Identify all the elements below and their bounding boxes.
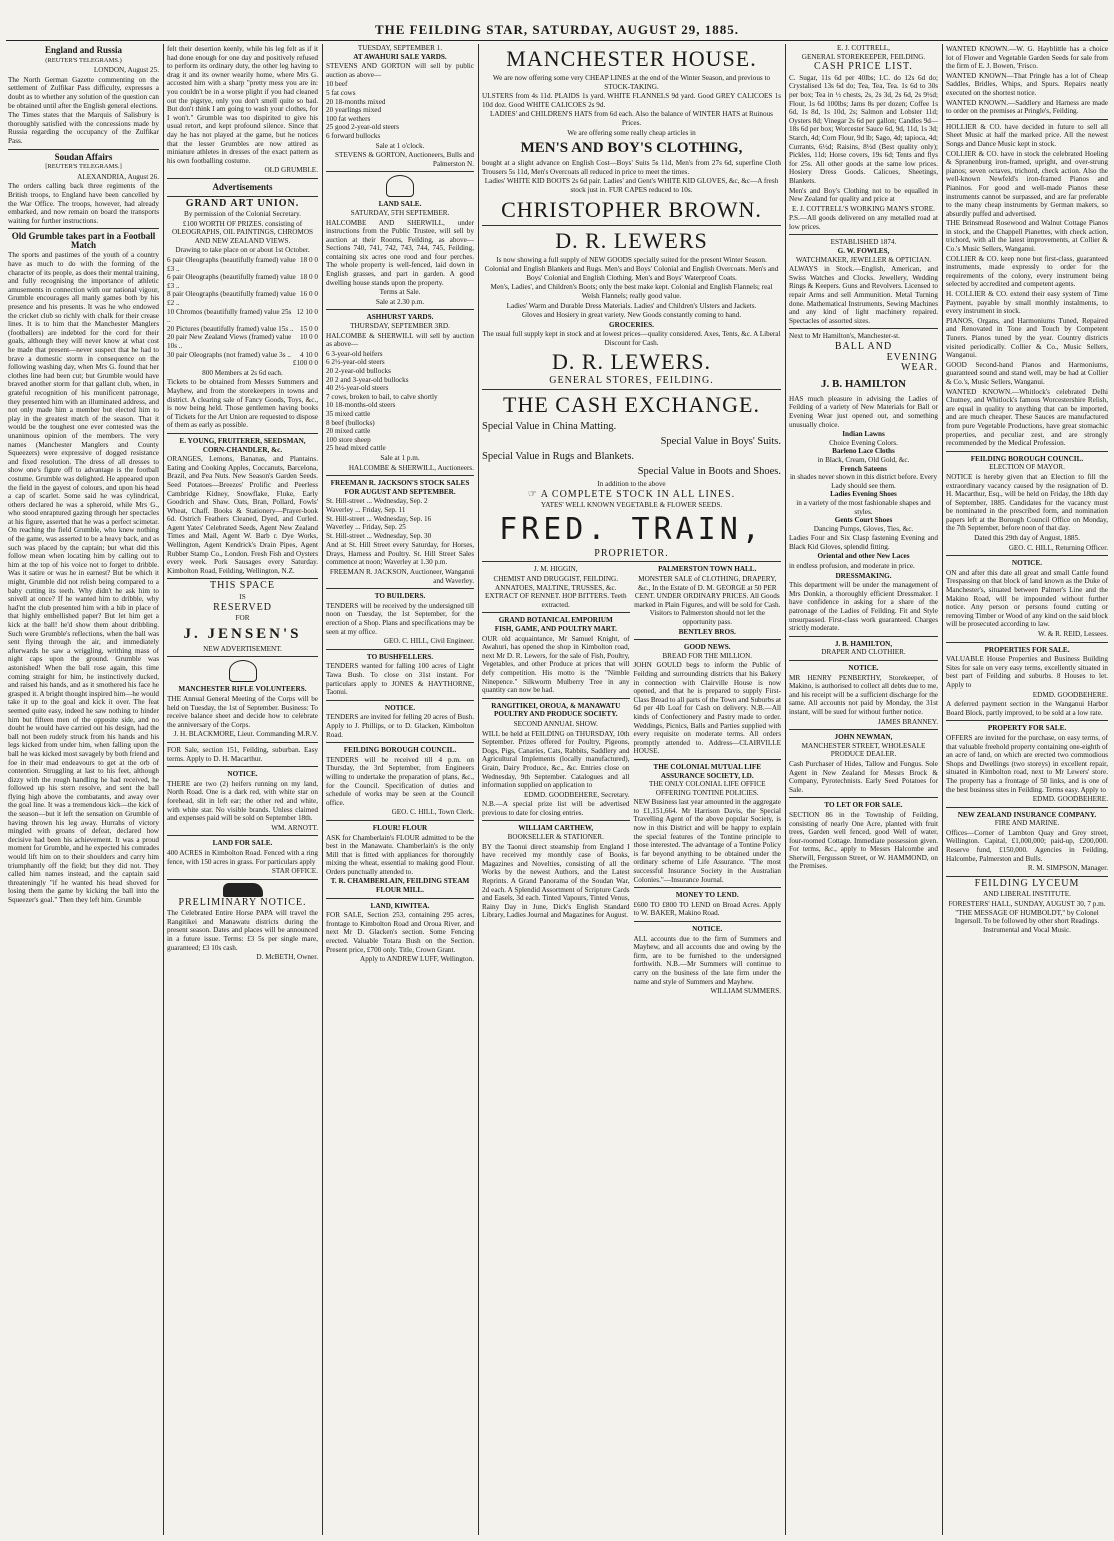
prize-desc: 30 pair Oleographs (not framed) value 3s .. <box>167 350 291 359</box>
ad-title: J. M. HIGGIN, <box>533 565 578 574</box>
ad-title: J. B. HAMILTON, <box>834 639 893 648</box>
prize-desc: 20 Pictures (beautifully framed) value 15s .. <box>167 324 294 333</box>
column-rule <box>942 44 943 1535</box>
ad-subtitle: PROPRIETOR. <box>594 547 669 559</box>
signature: D. McBETH, Owner. <box>256 953 318 962</box>
stock-item: 20 mixed cattle <box>326 427 371 436</box>
ad-text: Dated this 29th day of August, 1885. <box>974 534 1080 543</box>
stock-item: 7 cows, broken to bail, to calve shortly <box>326 392 438 401</box>
column-rule <box>478 44 479 1535</box>
article-paragraph: The sports and pastimes of the youth of a country have as much to do with the forming of the character of its people, as does their mental training, and fully recognising the importance of athletic amusements in connection with our national vigour, Grumble encourages all manly games both by his presence and his presents. It was he who endowed the cricket club so richly with chalk for their crease lines. It is to him that the Manchester Manglers (footballers) are indebted for the cord for their goals, although they will never know at what cost he made that present—never suspect that he had to brave a domestic storm in consequence on the following washing day, when Mrs G. found that her clothes line had been cut; but Grumble would have braved another storm for that gallant club, when, in grateful recognition of his munificent patronage, they presented him with an illuminated address, and not only made him a member but elected him to play in the greatest match of the season. That it would be the toughest one ever contested was the unanimous opinion of the members. The very names (Manchester Manglers and County Squeezers) were expressive of dogged resistance and fixed resolution. The dress of all dresses to show one's figure off to advantage is the football costume. Grumble was delighted. He appeared upon the field in the gayest of colours, and upon his head a cap of scarlet. Some said he was cylindrical, others declared he was a spheroid, while Mrs G., who stood enraptured gazing through her spectacles at his figure, asserted that he was a perfect scimetar. On reaching the field Grumble, who knew nothing of the game, was asserted to be a heavy back, and as such was placed by the captain; but what did this follow mean when locating him by calling out to him at the top of his voice not to forget to dribble. Was it satire or was he in earnest? But be which it might, Grumble did not relish being compared to a baby cutting its teeth. Why didn't he ask him to snivell at once? If he wanted him to dribble, why had'nt the club presented him with a bib in place of that highly embellished paper? But let him get a kick at the ball! he'd show them about dribbling. Such were Grumble's reflections, when the ball was sent flying through the air, and immediately afterwards he saw a wriggling, writhing mass of night caps upon the ground. Grumble was astonished! When the ball rose again, this time coming straight for him, he instinctively ducked, and raised his hands, and as it smothered his face he grasped it. A bright thought inspired him—he would take it up to the goal and kick it over. The feat seemed quite easy, indeed he saw nothing to hinder him but fifteen men of the opposite side, and no doubt he would have carried out his design, had the ball not been rudely struck from his hands and his legs kicked from under him, when falling upon the ball he was kicked most savagely by both friend and foe in their mad endeavours to get at the orb of contention. Struggling at last to his feet, although dizzy with the rough handling he had received, he followed up his stern resolve, and sent the ball flying high above the combatants, and away over the goal line. It was a tremendous kick—the kick of the season—but it left the sensation on Grumble of having thrown his leg away. Hurrahs of victory mingled with groans of defeat, declared how decisive had been his achievement. It was a proud moment for Grumble, and he expected his comrades would lift him on to their shoulders and carry him triumphantly off the field; but they did not. They called him names instead, and the captain said threateningly "if he wanted his head shoved for losing them the game by kicking the ball into the Squeezer's goal." Then they left him. Grumble <box>8 251 159 904</box>
ad-line: Special Value in Rugs and Blankets. <box>482 451 635 463</box>
ad-text: Tickets to be obtained from Messrs Summers and Mayhew, and from the storekeepers in towns and district. A clearing sale of Fancy Goods, Toys, &c., is now being held. Those gentlemen having books of Tickets for the Art Union are requested to dispose of them as early as possible. <box>167 378 318 430</box>
ad-text: And at St. Hill Street every Saturday, for Horses, Drays, Harness and Poultry. St. Hill Street Sales commence at noon; Waverley at 1.30 p.m. <box>326 541 474 567</box>
product-desc: in Black, Cream, Old Gold, &c. <box>817 455 910 464</box>
prize-row <box>167 351 318 360</box>
ad-title-fred-train: FRED. TRAIN, <box>499 511 764 547</box>
ad-heading: MEN'S AND BOY'S CLOTHING, <box>520 140 743 157</box>
ad-title: NOTICE. <box>1011 559 1043 568</box>
prize-value: 12 10 0 <box>296 307 318 316</box>
ad-title: NEW ZEALAND INSURANCE COMPANY. <box>957 810 1097 819</box>
ad-text: THE Brinsmead Rosewood and Walnut Cottage Pianos in stock, and the Chappell Pianettes, with check action, trichord, with all the latest improvements, at Collier & Co.'s Music Sellers, Wanganui. <box>946 219 1108 254</box>
reserved-line: IS <box>239 593 246 602</box>
ad-title: J. JENSEN'S <box>183 625 302 642</box>
ad-line: ☞ A COMPLETE STOCK IN ALL LINES. <box>527 488 736 500</box>
ad-title: PROPERTIES FOR SALE. <box>984 645 1070 654</box>
horse-icon <box>223 883 263 897</box>
signature: OLD GRUMBLE. <box>264 166 318 175</box>
product-name: Ladies Evening Shoes <box>830 490 897 499</box>
product-desc: Choice Evening Colors. <box>829 438 898 447</box>
signature: R. M. SIMPSON, Manager. <box>1027 864 1108 873</box>
stock-item: 5 fat cows <box>326 88 356 97</box>
ad-title: FLOUR! FLOUR <box>372 823 428 832</box>
ad-title: TO BUILDERS. <box>374 592 426 601</box>
sale-date-item: Waverley ... Friday, Sep. 11 <box>326 505 406 514</box>
divider <box>8 228 159 229</box>
prize-row <box>167 273 318 290</box>
stock-list <box>326 80 474 140</box>
ad-text: CHEMIST AND DRUGGIST, FEILDING. ANNATOES, MALTINE, TRUSSES, &c. EXTRACT OF RENNET. HOP BITTERS. Teeth extracted. <box>484 575 627 609</box>
ad-heading: GROCERIES. <box>609 320 654 329</box>
ad-text: STEVENS AND GORTON will sell by public auction as above— <box>326 62 474 79</box>
ad-text: Ladies' Warm and Durable Dress Materials. Ladies' and Children's Ulsters and Jackets. <box>506 301 757 310</box>
ad-text: TENDERS will be received by the undersigned till noon on Tuesday, the 1st September, for the erection of a Shop. Plans and specifications may be seen at my office. <box>326 601 474 636</box>
ad-text: Sale at 1 p.m. <box>380 453 420 462</box>
product-name: Barleno Lace Cloths <box>832 447 895 456</box>
ad-title: NOTICE. <box>227 770 258 779</box>
ad-title: TO BUSHFELLERS. <box>366 652 434 661</box>
column-rule <box>322 44 323 1535</box>
prize-desc: 20 pair New Zealand Views (framed) value 10s .. <box>167 333 292 350</box>
ad-text: Offices—Corner of Lambton Quay and Grey street, Wellington. Capital, £1,000,000; paid-up, £200,000. Reserve fund, £150,000. Agencies in Feilding, Halcombe, Palmerston and Bulls. <box>946 828 1108 863</box>
ad-text: in endless profusion, and moderate in price. <box>789 562 915 571</box>
sale-date-item: Waverley ... Friday, Sep. 25 <box>326 523 406 532</box>
ad-title: LAND SALE. <box>378 200 422 209</box>
ad-title: ASHHURST YARDS. <box>366 313 434 322</box>
stock-item: 20 2-year-old bullocks <box>326 367 391 375</box>
ad-title: JOHN NEWMAN, <box>834 733 893 742</box>
ad-text: £100 WORTH OF PRIZES. consisting of OLEOGRAPHS, OIL PAINTINGS, CHROMOS AND NEW ZEALAND VIEWS. <box>171 219 314 245</box>
telegram-source: [REUTER'S TELEGRAMS.] <box>45 163 122 171</box>
ad-text: GOOD Second-hand Pianos and Harmoniums, guaranteed sound and stand well, may be had at Collier & Co.'s, Music Sellers, Wanganui. <box>946 360 1108 386</box>
ad-title-cash-exchange: THE CASH EXCHANGE. <box>503 392 760 418</box>
ad-text: ORANGES, Lemons, Bananas, and Plantains. Eating and Cooking Apples, Coccanuts, Barcelona, Brazil, and Pea Nuts. New Season's Garden Seeds. Seed Potatoes—Breezes' Prolific and Peerless Cambridge Kidney, Snowflake, Fluke, Early Goodrich and Shaw. Oats, Bran, Pollard, Fowls' Wheat, Chaff. Books & Stationery—Prayer-book 6d. Ostrich Feathers Cleaned, Dyed, and Curled. Agent Yates' Celebrated Seeds, Agent New Zealand Times and Mail, Agent W. Barb r. Dye Works, Wellington, Agent Kendrick's Drain Pipes, Agent Rubber Stamp Co., London. Fresh Fish and Oysters every week. Pork Sausages every Saturday. Kimbolton Road, Feilding, Wellington, N.Z. <box>167 455 318 575</box>
ad-title: WILLIAM CARTHEW, <box>518 824 594 833</box>
stock-item: 8 beef (bullocks) <box>326 418 375 427</box>
sale-date-item: St. Hill-street ... Wednesday, Sep. 30 <box>326 531 432 540</box>
ad-subtitle: SECOND ANNUAL SHOW. <box>513 719 598 728</box>
ad-title: LAND FOR SALE. <box>212 839 273 848</box>
ad-subtitle: WATCHMAKER, JEWELLER & OPTICIAN. <box>795 255 932 264</box>
product-name: Gents Court Shoes <box>834 516 893 525</box>
signature: STAR OFFICE. <box>271 867 318 876</box>
ad-text: TENDERS wanted for falling 100 acres of Light Tawa Bush. To close on 31st instant. For particulars apply to JONES & HAYTHORNE, Taonui. <box>326 662 474 697</box>
ad-title: FISH, GAME, AND POULTRY MART. <box>494 625 617 633</box>
ad-text: NEW Business last year amounted in the aggregate to £1,151,664. Mr Harrison Davis, the Special Travelling Agent of the above popular Society, is now in this District and will be happy to explain the special features of the Tontine principle to those interested. The advantage of a Tontine Policy is far beyond anything to be obtained under the ordinary scheme of Life Assurance. "The most successful Insurance Society in the Australian Colonies."—Insurance Journal. <box>633 798 781 884</box>
ad-text: This department will be under the management of Mrs Donkin, a thoroughly efficient Dressmaker. I have confidence in asking for a share of the patronage of the Ladies of Feilding. Fit and Style unsurpassed. First-class work guaranteed. Charges strictly moderate. <box>789 581 938 633</box>
ad-title: PRELIMINARY NOTICE. <box>178 896 307 908</box>
ad-text: 800 Members at 2s 6d each. <box>202 368 283 377</box>
ad-text: Ladies Four and Six Clasp fastening Evening and Black Kid Gloves, splendid fitting. <box>789 534 938 551</box>
ad-text: OFFERS are invited for the purchase, on easy terms, of that valuable freehold property containing one-eighth of an acre of land, on which are erected two commodious Shops and Dwellings (two storeys) in excellent repair, situated in Kimbolton road, next to Mr Lewers' store. The property has a frontage of 50 links, and is one of the best business sites in Feilding. Terms easy. Apply to <box>946 733 1108 794</box>
ad-text: NEW ADVERTISEMENT. <box>203 644 282 653</box>
ad-text: PIANOS, Organs, and Harmoniums Tuned, Repaired and Renovated in Tone and Touch by Competent Tuners. Pianos tuned by the year. Country districts visited periodically. Collier & Co., Music Sellers, Wanganui. <box>946 316 1108 360</box>
ad-text: We are now offering some very CHEAP LINES at the end of the Winter Season, and previous to STOCK-TAKING. <box>492 74 771 91</box>
ad-subtitle: GENERAL STORES, FEILDING. <box>549 375 714 387</box>
article-paragraph: The Times states that the Marquis of Salisbury is thoroughly satisfied with the concessions made by Russia regarding the occupancy of the Zulfikar Pass. <box>8 111 159 145</box>
prize-desc: 6 pair Oleographs (beautifully framed) value £3 .. <box>167 256 296 273</box>
prize-value: 4 10 0 <box>300 350 318 359</box>
signature: HALCOMBE & SHERWILL, Auctioneers. <box>348 463 474 472</box>
crest-icon <box>229 660 257 682</box>
reserved-line: RESERVED <box>213 601 272 613</box>
ad-text: 400 ACRES in Kimbolton Road. Fenced with a ring fence, with 150 acres in grass. For particulars apply <box>167 848 318 866</box>
ad-text: Men's, Ladies', and Children's Boots; only the best make kept. Colonial and English Flannels; real Welsh Flannels; really good value. <box>490 283 773 300</box>
stock-item: 35 mixed cattle <box>326 409 371 418</box>
column-ads-4 <box>946 44 1108 1535</box>
ad-text: Colonial and English Blankets and Rugs. Men's and Boys' Colonial and English Overcoats. Men's and Boys' Colonial and English Clothing. Men's and Boys' Waterproof Coats. <box>484 265 779 282</box>
stock-item: 10 18-months-old steers <box>326 401 396 410</box>
ad-text: A deferred payment section in the Wanganui Harbor Board Block, partly improved, to be sold at a low rate. <box>946 700 1108 717</box>
masthead: THE FEILDING STAR, SATURDAY, AUGUST 29, 1885. <box>374 22 740 37</box>
ad-text: JOHN GOULD begs to inform the Public of Feilding and surrounding districts that his Bakery in connection with Clairville House is now opened, and that he is prepared to supply First-Class Bread to all parts of the Town and Suburbs at 6d per 4lb Loaf for Cash on delivery. N.B.—All kinds of Confectionery and Pastry made to order. Weddings, Picnics, Balls and Parties supplied with every requisite on moderate terms. All orders promptly attended to. Address—CLAIRVILLE HOUSE. <box>633 661 781 756</box>
ad-text: Next to Mr Hamilton's, Manchester-st. <box>789 332 900 341</box>
ad-title: MANCHESTER RIFLE VOLUNTEERS. <box>178 685 307 694</box>
signature: Apply to ANDREW LUFF, Wellington. <box>360 955 474 964</box>
signature: EDMD. GOODBEHERE, Secretary. <box>523 790 630 799</box>
ad-text: HALCOMBE AND SHERWILL, under instructions from the Public Trustee, will sell by auction at their Rooms, Feilding, as above— Sections 740, 741, 742, 743, 744, 745, Feilding, containing six acres one rood and four perches. The whole property is well-fenced, laid down in English grasses, and part in garden. A good dwelling house stands upon the property. <box>326 218 474 287</box>
ad-text: WANTED KNOWN—That Pringle has a lot of Cheap Saddles, Bridles, Whips, and Spurs. Repairs neatly executed on the shortest notice. <box>946 71 1108 97</box>
ad-subtitle: BOOKSELLER & STATIONER. <box>507 833 604 842</box>
dateline: LONDON, August 25. <box>93 66 159 75</box>
prize-row <box>167 256 318 273</box>
ad-text: Ladies' WHITE KID BOOTS 2s 6d pair. Ladies' and Gent's WHITE KID GLOVES, &c, &c—A fresh stock just in. FUR CAPES reduced to 10s. <box>484 177 779 194</box>
ad-text: ULSTERS from 4s 11d. PLAIDS 1s yard. WHITE FLANNELS 9d yard. Good GREY CALICOES 1s 10d doz. Good WHITE CALICOES 2s 9d. <box>482 92 781 109</box>
dateline: ALEXANDRIA, August 26. <box>77 172 159 181</box>
ad-title: NOTICE. <box>692 925 723 933</box>
signature: JAMES BRANNEY. <box>877 717 938 726</box>
ad-text: Cash Purchaser of Hides, Tallow and Fungus. Sole Agent in New Zealand for Messrs Brock & Company, Pyrotechnists. Early Seed Potatoes for Sale. <box>789 759 938 794</box>
ad-title: FEILDING BOROUGH COUNCIL. <box>970 454 1084 463</box>
ad-subtitle: DRAPER AND CLOTHIER. <box>821 648 906 657</box>
prize-row <box>167 308 318 325</box>
stock-item: 100 store sheep <box>326 435 371 444</box>
ad-title: NOTICE. <box>848 664 879 672</box>
signature: GEO. C. HILL, Civil Engineer. <box>383 637 474 646</box>
product-desc: in shades never shown in this district before. Every Lady should see them. <box>789 473 938 490</box>
stock-item: 6 forward bullocks <box>326 131 381 140</box>
ad-text: FOR SALE, Section 253, containing 295 acres, frontage to Kimbolton Road and Oroua River, and next Mr D. Glacken's section. Some Fencing erected. Valuable Totara Bush on the Section. Present price, £700 only. Title, Crown Grant. <box>326 911 474 954</box>
signature: BENTLEY BROS. <box>678 627 736 636</box>
ad-text: N.B.—A special prize list will be advertised previous to date for closing entries. <box>482 800 630 817</box>
ad-text: NOTICE is hereby given that an Election to fill the extraordinary vacancy caused by the resignation of D. H. Macarthur, Esq., will be held on Friday, the 18th day of September, 1885. Candidates for the vacancy must be nominated in the prescribed form, and nomination papers left at the Borough Council Office on Monday, the 7th September, before noon of that day. <box>946 472 1108 533</box>
stock-item: 25 good 2-year-old steers <box>326 123 400 132</box>
prize-row <box>167 290 318 307</box>
signature: W. & R. REID, Lessees. <box>1037 630 1108 638</box>
ad-subtitle: THE ONLY COLONIAL LIFE OFFICE OFFERING TONTINE POLICIES. <box>648 780 766 797</box>
ad-text: Sale at 1 o'clock. <box>375 141 425 150</box>
ad-title: GRAND ART UNION. <box>185 197 300 209</box>
ad-text: WANTED KNOWN.—Whitlock's celebrated Delhi Chutney, and Whitlock's famous Worcestershire Relish, are equal in quality to anything that can be imported, and are much cheaper. These Sauces are manufactured from pure Vegetable Productions, have great stomachic properties, and peculiar zest, and are strongly recommended by the Medical Profession. <box>946 387 1108 448</box>
ad-subtitle: BREAD FOR THE MILLION. <box>662 651 753 660</box>
ad-title: AT AWAHURI SALE YARDS. <box>353 52 447 61</box>
ad-heading: BALL AND <box>834 341 893 352</box>
headline-soudan: Soudan Affairs <box>54 151 113 162</box>
ad-text: COLLIER & CO. keep none but first-class, guaranteed instruments, made expressly to order for the requirements of the colony, every instrument being selected by accredited and competent agents. <box>946 254 1108 289</box>
ad-title-lewers: D. R. LEWERS <box>555 227 708 253</box>
ad-text: HAS much pleasure in advising the Ladies of Feilding of a variety of New Materials for Ball or Evening Wear just opened out, and something unusually choice. <box>789 394 938 429</box>
prize-value: 18 0 0 <box>300 256 318 265</box>
signature: J. H. BLACKMORE, Lieut. Commanding M.R.V. <box>173 730 318 739</box>
masthead-rule <box>6 40 1108 41</box>
ad-text: FOR Sale, section 151, Feilding, suburban. Easy terms. Apply to D. H. Macarthur. <box>167 745 318 763</box>
ad-date: TUESDAY, SEPTEMBER 1. <box>357 44 443 52</box>
stock-item: 20 yearlings mixed <box>326 106 382 115</box>
ad-text: ON and after this date all great and small Cattle found Trespassing on that block of land known as the Duke of Manchester's, situated between Palmer's Line and the Makino Road, will be impounded without further notice. Any person or persons found cutting or removing Timber or Wood of any kind on the said block will be prosecuted according to law. <box>946 568 1108 629</box>
ad-subtitle: AND LIBERAL INSTITUTE. <box>983 890 1071 899</box>
column-display-ads <box>482 44 781 1535</box>
ad-text: The Celebrated Entire Horse PAPA will travel the Rangitikei and Manawatu districts during the present season. Dates and places will be announced in a future issue. Terms: £3 5s per single mare, guaranteed; £3 10s cash. <box>167 909 318 952</box>
ad-title: MONEY TO LEND. <box>675 891 739 900</box>
divider <box>8 149 159 150</box>
article-paragraph: felt their desertion keenly, while his leg felt as if it had done enough for one day and positively refused to perform its ordinary duty, the other leg having to drag it and its owner wearily home, where Mrs G. accosted him with a sharp "pretty mess you are in: you couldn't be in a worse plight if you had cleaned out the pigstye, only you don't smell quite so bad. But don't think I am going to wash your clothes, for I won't." Grumble was too dispirited to give his usual retort, and kept profound silence. Since that day he has not played at the game, but he notices that the lesser Grumbles are now attired as miniature athletes in dresses of the exact pattern as his own footballing costume. <box>167 45 318 165</box>
ad-subtitle: GENERAL STOREKEEPER, FEILDING. <box>801 52 926 61</box>
ad-text: MR HENRY PENBERTHY, Storekeeper, of Makino, is authorised to collect all debts due to me, and his receipt will be a sufficient discharge for the same. All accounts not paid by Monday, the 31st instant, will be sued for without further notice. <box>789 673 938 716</box>
signature: STEVENS & GORTON, Auctioneers, Bulls and Palmerston N. <box>335 151 474 168</box>
ad-title: THE COLONIAL MUTUAL LIFE ASSURANCE SOCIETY, LD. <box>653 762 762 780</box>
ad-text: OUR old acquaintance, Mr Samuel Knight, of Awahuri, has opened the shop in Kimbolton road, next Mr D. R. Lewers, for the sale of Fish, Poultry, Vegetables, and other Produce at prices that will defy competition. His motto is the "Nimble Ninepence." Silkworm Mulberry Tree in any quantity can now be had. <box>482 634 630 695</box>
ad-title: NOTICE. <box>384 703 416 712</box>
ad-text: P.S.—All goods delivered on any metalled road at low prices. <box>789 214 938 231</box>
stock-item: 20 18-months mixed <box>326 97 386 106</box>
stock-item: 10 beef <box>326 80 348 89</box>
ad-date: SATURDAY, 5TH SEPTEMBER. <box>350 208 450 217</box>
ad-text: H. COLLIER & CO. extend their easy system of Time Payment, payable by small monthly instalments, to every instrument in stock. <box>946 290 1108 316</box>
ad-text: SECTION 86 in the Township of Feilding, consisting of nearly One Acre, planted with fruit trees, Garden well fenced, good Well of water, four-roomed Cottage. Immediate possession given. For terms, &c., apply to Messrs Halcombe and Sherwill, Fergusson Street, or W. HAMMOND, on the Premises. <box>789 810 938 871</box>
ad-title: E. J. COTTRELL, <box>837 44 890 52</box>
ad-text: VALUABLE House Properties and Business Building Sites for sale on very easy terms, excellently situated in best part of Feilding and suburbs. 8 Houses to let. Apply to <box>946 655 1108 689</box>
column-ads-1 <box>167 44 318 1535</box>
ad-text: FORESTERS' HALL, SUNDAY, AUGUST 30, 7 p.m. "THE MESSAGE OF HUMBOLDT," by Colonel Ingersoll. To be followed by other short Readings. Instrumental and Vocal Music. <box>948 900 1106 934</box>
ad-line: Special Value in China Matting. <box>482 421 617 433</box>
ad-subtitle: MANCHESTER STREET, WHOLESALE PRODUCE DEALER. <box>801 741 926 759</box>
ad-text: Gloves and Hosiery in great variety. New Goods constantly coming to hand. <box>521 311 742 320</box>
stock-list <box>326 350 474 453</box>
ad-title: PROPERTY FOR SALE. <box>987 724 1067 733</box>
signature: FREEMAN R. JACKSON, Auctioneer, Wanganui and Waverley. <box>329 568 474 585</box>
sale-dates-list <box>326 497 474 540</box>
stock-item: 40 2½-year-old steers <box>326 384 389 393</box>
sale-date-item: St. Hill-street ... Wednesday, Sep. 16 <box>326 514 432 523</box>
ad-title: FREEMAN R. JACKSON'S STOCK SALES FOR AUGUST AND SEPTEMBER. <box>330 479 470 496</box>
ad-text: HOLLIER & CO. have decided in future to sell all Sheet Music at half the marked price. All the newest Songs and Dance Music kept in stock. <box>946 122 1108 148</box>
ad-title: FEILDING BOROUGH COUNCIL. <box>343 746 457 755</box>
prize-value: 16 0 0 <box>300 290 318 299</box>
column-ads-3 <box>789 44 938 1535</box>
telegram-source: (REUTER'S TELEGRAMS.) <box>45 56 122 64</box>
ad-title: TO LET OR FOR SALE. <box>824 801 903 810</box>
prize-value: 18 0 0 <box>300 273 318 282</box>
ad-text: Drawing to take place on or about 1st October. <box>175 246 310 255</box>
ad-title: CASH PRICE LIST. <box>814 61 913 73</box>
ad-title: GRAND BOTANICAL EMPORIUM <box>498 616 613 625</box>
prize-desc: 6 pair Oleographs (beautifully framed) value £3 .. <box>167 273 296 290</box>
signature: GEO. C. HILL, Town Clerk. <box>391 808 474 817</box>
reserved-line: FOR <box>235 614 250 623</box>
prize-row <box>167 333 318 350</box>
ad-title-manchester-house: MANCHESTER HOUSE. <box>506 46 757 71</box>
stock-item: 6 3-year-old heifers <box>326 349 383 358</box>
signature: EDMD. GOODBEHERE. <box>1032 690 1108 699</box>
ad-text: ALL accounts due to the firm of Summers and Mayhew, and all accounts due and owing by the firm, are to be furnished to the undersigned forthwith. N.B.—Mr Summers will continue to carry on the business of the late firm under the name and style of Summers and Mayhew. <box>633 934 781 986</box>
ad-text: THERE are two (2) heifers running on my land, North Road. One is a dark red, with white star on forehead, slit in left ear; the other red and white, with white star. No visible brands. Unless claimed and expenses paid will be sold on September 18th. <box>167 779 318 823</box>
signature: WM. ARNOTT. <box>271 823 318 832</box>
prize-list <box>167 256 318 359</box>
ad-text: ALWAYS in Stock.—English, American, and Swiss Watches and Clocks. Jewellery, Wedding Rings & Keepers. Guns and Revolvers. Licensed to repair Arms and sell Ammunition. Metal Turning done. Mathematical Instruments, Sewing Machines and any kind of light machinery repaired. Spectacles of assorted sizes. <box>789 265 938 325</box>
ad-text: Terms at Sale. <box>379 288 421 297</box>
ad-text: THE Annual General Meeting of the Corps will be held on Tuesday, the 1st of September. Business: To receive balance sheet and decide how to celebrate the anniversary of the Corps. <box>167 695 318 729</box>
ad-subtitle: ESTABLISHED 1874. <box>830 238 897 247</box>
ad-title: FEILDING LYCEUM <box>974 877 1080 889</box>
product-list <box>789 430 938 533</box>
stock-item: 25 head mixed cattle <box>326 444 386 453</box>
signature: WILLIAM SUMMERS. <box>710 987 781 996</box>
ad-title: J. B. HAMILTON <box>821 377 906 390</box>
ad-text: MONSTER SALE of CLOTHING, DRAPERY, &c., In the Estate of D. M. GEORGE at 50 PER CENT. UNDER ORDINARY PRICES. All Goods marked in Plain Figures, and will be sold for Cash. Visitors to Palmerston should not let the opportunity pass. <box>634 575 781 626</box>
ad-heading: EVENING <box>886 351 938 363</box>
ad-text: WANTED KNOWN.—W. G. Hayblittle has a choice lot of Flower and Vegetable Garden Seeds for sale from the firm of E. J. Bowen, 'Frisco. <box>946 45 1108 71</box>
ad-text: TENDERS are invited for felling 20 acres of Bush. Apply to J. Phillips, or to D. Glacken, Kimbolton Road. <box>326 713 474 739</box>
ad-text: YATES' WELL KNOWN VEGETABLE & FLOWER SEEDS. <box>540 501 723 510</box>
ad-subtitle: FIRE AND MARINE. <box>994 819 1060 828</box>
stock-item: 20 2 and 3-year-old bullocks <box>326 375 409 384</box>
pointing-hand-icon: ☞ <box>527 488 541 500</box>
ad-text: ASK for Chamberlain's FLOUR admitted to be the best in the Manawatu. Chamberlain's is the only Mill that is fitted with appliances for thoroughly mixing the wheat, essential to making good Flour. Orders punctually attended to. <box>326 833 474 876</box>
prize-value: 15 0 0 <box>300 324 318 333</box>
ad-line: Special Value in Boots and Shoes. <box>637 466 781 478</box>
ad-text: By permission of the Colonial Secretary. <box>184 210 301 219</box>
ad-text: bought at a slight advance on English Cost—Boys' Suits 5s 11d, Men's from 27s 6d, superfine Cloth Trousers 5s 11d, Men's Overcoats all reduced in price to meet the times. <box>482 159 781 176</box>
ad-title: RANGITIKEI, OROUA, & MANAWATU POULTRY AND PRODUCE SOCIETY. <box>491 701 621 719</box>
ad-heading: DRESSMAKING. <box>835 571 892 580</box>
stock-item: 100 fat wethers <box>326 114 371 123</box>
article-paragraph: The North German Gazette commenting on the settlement of Zulfikar Pass difficulty, expresses a doubt as to whether any solution of the question can be obtained until after the English general elections. <box>8 75 159 110</box>
prize-desc: 10 Chromos (beautifully framed) value 25s .. <box>167 307 292 325</box>
price-list: C. Sugar, 11s 6d per 40lbs; I.C. do 12s 6d do; Crystalised 13s 6d do; Tea, Tea, Tea. 1s 6d to 30s per box; Tea in ½ chests, 2s, 2s 3d, 2s 6d, 2s 9½d; Flour, 1s 6d 100lbs; Jams 8s per dozen; Coffee 1s 6d, 1s 8d, 1s 10d, 2s; Salmon and Lobster 11d; Oysters 8d; Vinegar 2s 6d per gallon; Candles 9d—18s 6d per box; Worcester Sauce 6d, 9d, 11d, 1s 3d; Starch, 4d; Corn Flour, 9d lb; Sago, 4d; tapioca, 4d; Currants, 6½d; Raisins, 8½d (Best quality only); Pickles, 11d; Horse covers, 19s 6d; Tents and flys for 25s. All other goods at the same low prices. Hosiery Dress Goods. Calicoes, Sheetings, Blankets. <box>789 73 938 185</box>
prize-desc: 8 pair Oleographs (beautifully framed) value £2 .. <box>167 290 296 308</box>
ad-text: In addition to the above <box>597 480 666 489</box>
ad-title: PALMERSTON TOWN HALL. <box>658 565 757 574</box>
reserved-line: THIS SPACE <box>210 580 275 592</box>
ad-text: WILL be held at FEILDING on THURSDAY, 10th September. Prizes offered for Poultry, Pigeons, Dogs, Pigs, Canaries, Cats, Rabbits, Saddlery and Agricultural Implements (locally manufactured), Grain, Dairy Produce, &c., &c. Entries close on Wednesday, 9th September. Catalogues and all information supplied on application to <box>482 729 630 790</box>
coat-of-arms-icon <box>386 175 414 197</box>
ad-text: E. J. COTTRELL'S WORKING MAN'S STORE. <box>792 204 935 213</box>
ad-text: The usual full supply kept in stock and at lowest prices—quality considered. Axes, Tents, &c. A Liberal Discount for Cash. <box>482 330 781 347</box>
ad-text: COLLIER & CO. have in stock the celebrated Hoeling & Spranenburg iron-framed, upright, and over-strung pianos; seven octaves, trichord, check action. Also the well-known Newfeld's iron-framed Pianos and Pianinos. For good and well-made Pianos these instruments cannot be surpassed, and are far preferable to the many cheap instruments by German makers, so absurdly puffed and advertised. <box>946 149 1108 218</box>
ad-title: G. W. FOWLES, <box>837 247 890 256</box>
headline-england-russia: England and Russia <box>44 45 123 55</box>
two-column-block <box>482 565 781 996</box>
ad-text: HALCOMBE & SHERWILL will sell by auction as above— <box>326 331 474 349</box>
column-rule <box>163 44 164 1535</box>
ad-text: TENDERS will be received till 4 p.m. on Thursday, the 3rd September, from Engineers willing to undertake the preparation of plans, &c., for the Council. Specification of duties and schedule of works may be seen at the Council office. <box>326 755 474 807</box>
ad-text: LADIES' and CHILDREN'S HATS from 6d each. Also the balance of WINTER HATS at Ruinous Prices. <box>490 110 773 127</box>
signature: GEO. C. HILL, Returning Officer. <box>1008 543 1108 552</box>
column-rule <box>785 44 786 1535</box>
ad-heading: WEAR. <box>901 362 938 374</box>
ad-text: We are offering some really cheap articles in <box>567 128 696 137</box>
sale-date-item: St. Hill-street ... Wednesday, Sep. 2 <box>326 497 428 506</box>
ad-text: £600 TO £800 TO LEND on Broad Acres. Apply to W. BAKER, Makino Road. <box>633 900 781 918</box>
product-desc: Dancing Pumps, Gloves, Ties, &c. <box>813 524 914 533</box>
ad-title: E. YOUNG, FRUITERER, SEEDSMAN, CORN-CHANDLER, &c. <box>179 436 306 454</box>
stock-item: 6 2½-year-old steers <box>326 358 385 367</box>
ad-text: Men's and Boy's Clothing not to be equalled in New Zealand for quality and price at <box>789 186 938 204</box>
ad-text: Is now showing a full supply of NEW GOODS specially suited for the present Winter Season. <box>496 255 767 264</box>
signature: EDMD. GOODBEHERE. <box>1032 795 1108 804</box>
article-paragraph: The orders calling back three regiments of the British troops, to England have been cancelled by the War Office. The troops, however, had already embarked, and now remain on board the transports waiting for further instructions. <box>8 182 159 225</box>
ad-title: GOOD NEWS. <box>683 643 731 652</box>
headline-old-grumble: Old Grumble takes part in a Football Match <box>11 231 156 250</box>
ad-text: WANTED KNOWN.—Saddlery and Harness are made to order on the premises at Pringle's, Feilding. <box>946 98 1108 116</box>
ad-date: THURSDAY, SEPTEMBER 3RD. <box>350 322 450 331</box>
product-name: Oriental and other New Laces <box>817 552 910 561</box>
prize-value: 10 0 0 <box>300 333 318 342</box>
ad-title-christopher-brown: CHRISTOPHER BROWN. <box>501 196 762 222</box>
prize-total: £100 0 0 <box>292 359 318 368</box>
prize-row <box>167 325 318 334</box>
ad-subtitle: ELECTION OF MAYOR. <box>989 463 1065 472</box>
product-name: French Sateens <box>840 464 887 473</box>
signature: T. R. CHAMBERLAIN, FEILDING STEAM FLOUR MILL. <box>330 877 470 895</box>
ad-line: Special Value in Boys' Suits. <box>660 436 781 448</box>
product-name: Indian Lawns <box>842 430 885 439</box>
ad-text: Sale at 2.30 p.m. <box>375 297 425 306</box>
ad-title-lewers: D. R. LEWERS. <box>551 349 712 375</box>
column-news <box>8 44 159 1535</box>
ad-title: LAND, KIWITEA. <box>370 901 430 910</box>
column-ads-2 <box>326 44 474 1535</box>
product-desc: in a variety of the most fashionable shapes and styles. <box>796 498 931 516</box>
section-heading-advertisements: Advertisements <box>212 181 273 192</box>
ad-text: BY the Taonui direct steamship from England I have received my monthly case of Books, Magazines and Novelties, consisting of all the Works by the newest Authors, and the Latest Reprints. A Grand Panorama of the Soudan War, 2d each. A Splendid Assortment of Scripture Cards and Easels, 3d each. Tinted Vapours, Tinted Venus, Rainy Day in June, Dick's English Standard Library, Ladies Journal and Magazines for August. <box>482 842 630 920</box>
